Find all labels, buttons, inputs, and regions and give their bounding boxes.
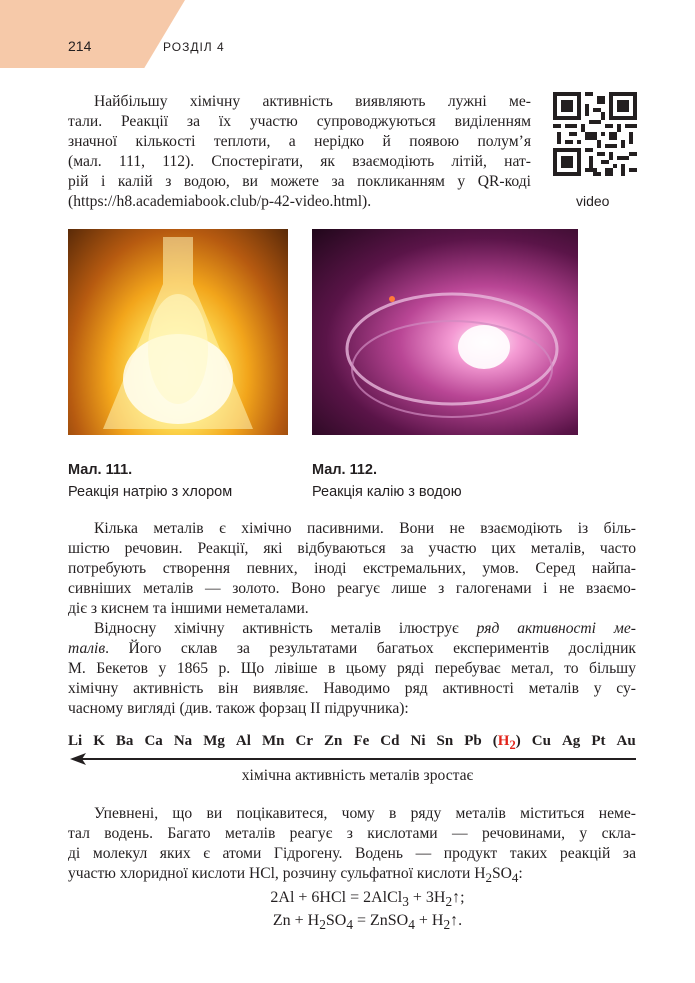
arrow-caption: хімічна активність металів зростає xyxy=(241,767,474,784)
series-line xyxy=(68,619,636,639)
subscript: 4 xyxy=(346,917,353,933)
metal-symbol: Cr xyxy=(295,733,313,749)
acids-paragraph xyxy=(68,804,636,888)
series-term: ряд активності ме- xyxy=(476,620,636,637)
intro-line: (мал. 111, 112). Спостерігати, як взаємодіють літій, нат- xyxy=(68,153,531,170)
passive-metals-paragraph xyxy=(68,519,636,619)
passive-line: Кілька металів є хімічно пасивними. Вони не взаємодіють із біль- xyxy=(94,520,636,537)
page-number: 214 xyxy=(68,38,92,54)
passive-line: сивніших металів — золото. Воно реагує лише з галогенами і не взаємо- xyxy=(68,580,636,597)
eq-text: ↑. xyxy=(450,912,463,929)
metal-symbol: Pt xyxy=(591,733,606,749)
subscript: 4 xyxy=(408,917,415,933)
eq-text: + 3H xyxy=(408,889,446,906)
paren: ) xyxy=(515,733,521,749)
eq-text: Zn + H xyxy=(272,912,320,929)
subscript: 2 xyxy=(485,870,492,886)
metal-symbol: K xyxy=(93,733,105,749)
metal-symbol: Ba xyxy=(115,733,134,749)
subscript: 3 xyxy=(402,894,409,910)
metal-symbol: Au xyxy=(616,733,636,749)
passive-line: шістю речовин. Реакції, які відбуваються за участю цих металів, часто xyxy=(68,540,636,557)
hydrogen-letter: H xyxy=(497,733,510,749)
subscript: 4 xyxy=(511,870,519,886)
metal-symbol: Li xyxy=(68,733,83,749)
figure-111-caption: Реакція натрію з хлором xyxy=(68,484,233,500)
metal-symbol: Cd xyxy=(380,733,400,749)
metal-symbol: Al xyxy=(235,733,251,749)
series-line: часному вигляді (див. також форзац II підручника): xyxy=(68,700,409,717)
metal-symbol: Mg xyxy=(203,733,225,749)
hydrogen-symbol xyxy=(493,733,521,753)
metal-symbol: Cu xyxy=(531,733,551,749)
figure-111-number: Мал. 111. xyxy=(68,462,133,478)
flask-flame-photo xyxy=(68,229,288,435)
equation-zinc xyxy=(0,912,695,933)
equation-aluminium xyxy=(0,889,695,910)
acids-line xyxy=(68,864,636,888)
header-band xyxy=(0,0,185,68)
subscript: 2 xyxy=(319,917,326,933)
subscript: 2 xyxy=(445,894,453,910)
qr-label: video xyxy=(576,193,610,209)
metal-symbol: Mn xyxy=(261,733,285,749)
qr-code[interactable] xyxy=(553,92,637,176)
intro-line: значної кількості теплоти, а нерідко й появою полум’я xyxy=(68,133,531,150)
subscript: 2 xyxy=(509,738,516,752)
acids-text: : xyxy=(518,865,523,882)
metal-symbol: Zn xyxy=(324,733,343,749)
section-label: РОЗДІЛ 4 xyxy=(163,40,225,54)
passive-line: потребують створення певних, іноді екстремальних, умов. Серед найпа- xyxy=(68,560,636,577)
metal-symbol: Ag xyxy=(561,733,581,749)
series-text: Відносну хімічну активність металів ілюструє xyxy=(94,620,477,637)
intro-paragraph xyxy=(68,92,531,212)
activity-arrow xyxy=(70,751,636,767)
paren: ( xyxy=(492,733,498,749)
acids-text: участю хлоридної кислоти HCl, розчину сульфатної кислоти H xyxy=(68,865,486,882)
intro-line: Найбільшу хімічну активність виявляють лужні ме- xyxy=(94,93,531,110)
eq-text: + H xyxy=(414,912,444,929)
activity-series xyxy=(68,733,636,753)
metal-symbol: Sn xyxy=(436,733,454,749)
acids-line: тал водень. Багато металів реагує з кислотами — речовинами, у скла- xyxy=(68,825,636,842)
series-paragraph xyxy=(68,619,636,719)
metal-symbol: Ni xyxy=(410,733,426,749)
figure-112-caption: Реакція калію з водою xyxy=(312,484,462,500)
intro-line: рій і калій з водою, ви можете за покликанням у QR-коді xyxy=(68,173,531,190)
metal-symbol: Pb xyxy=(464,733,482,749)
eq-text: 2Al + 6HCl = 2AlCl xyxy=(270,889,403,906)
passive-line: діє з киснем та іншими неметалами. xyxy=(68,600,309,617)
intro-line: тали. Реакції за їх участю супроводжуються виділенням xyxy=(68,113,531,130)
series-line: М. Бекетов у 1865 р. Що лівіше в цьому ряді перебуває метал, то більшу xyxy=(68,660,636,677)
eq-text: SO xyxy=(325,912,347,929)
metal-symbol: Fe xyxy=(353,733,370,749)
eq-text: = ZnSO xyxy=(352,912,409,929)
metal-symbol: Na xyxy=(173,733,193,749)
series-term: талів xyxy=(68,640,106,657)
metal-symbol: Ca xyxy=(144,733,163,749)
dish-pink-flame-photo xyxy=(312,229,578,435)
acids-line: Упевнені, що ви поцікавитеся, чому в ряду металів міститься неме- xyxy=(94,805,636,822)
series-text: . Його склав за результатами багатьох експериментів дослідник xyxy=(105,640,636,657)
series-line: хімічну активність він виявляє. Наводимо ряд активності металів у су- xyxy=(68,680,636,697)
acids-text: SO xyxy=(491,865,512,882)
eq-text: ↑; xyxy=(452,889,465,906)
series-line xyxy=(68,639,636,659)
subscript: 2 xyxy=(443,917,451,933)
figure-112-number: Мал. 112. xyxy=(312,462,378,478)
intro-line: (https://h8.academiabook.club/p-42-video.html). xyxy=(68,193,372,210)
acids-line: ді молекул яких є атоми Гідрогену. Водень — продукт таких реакцій за xyxy=(68,845,636,862)
